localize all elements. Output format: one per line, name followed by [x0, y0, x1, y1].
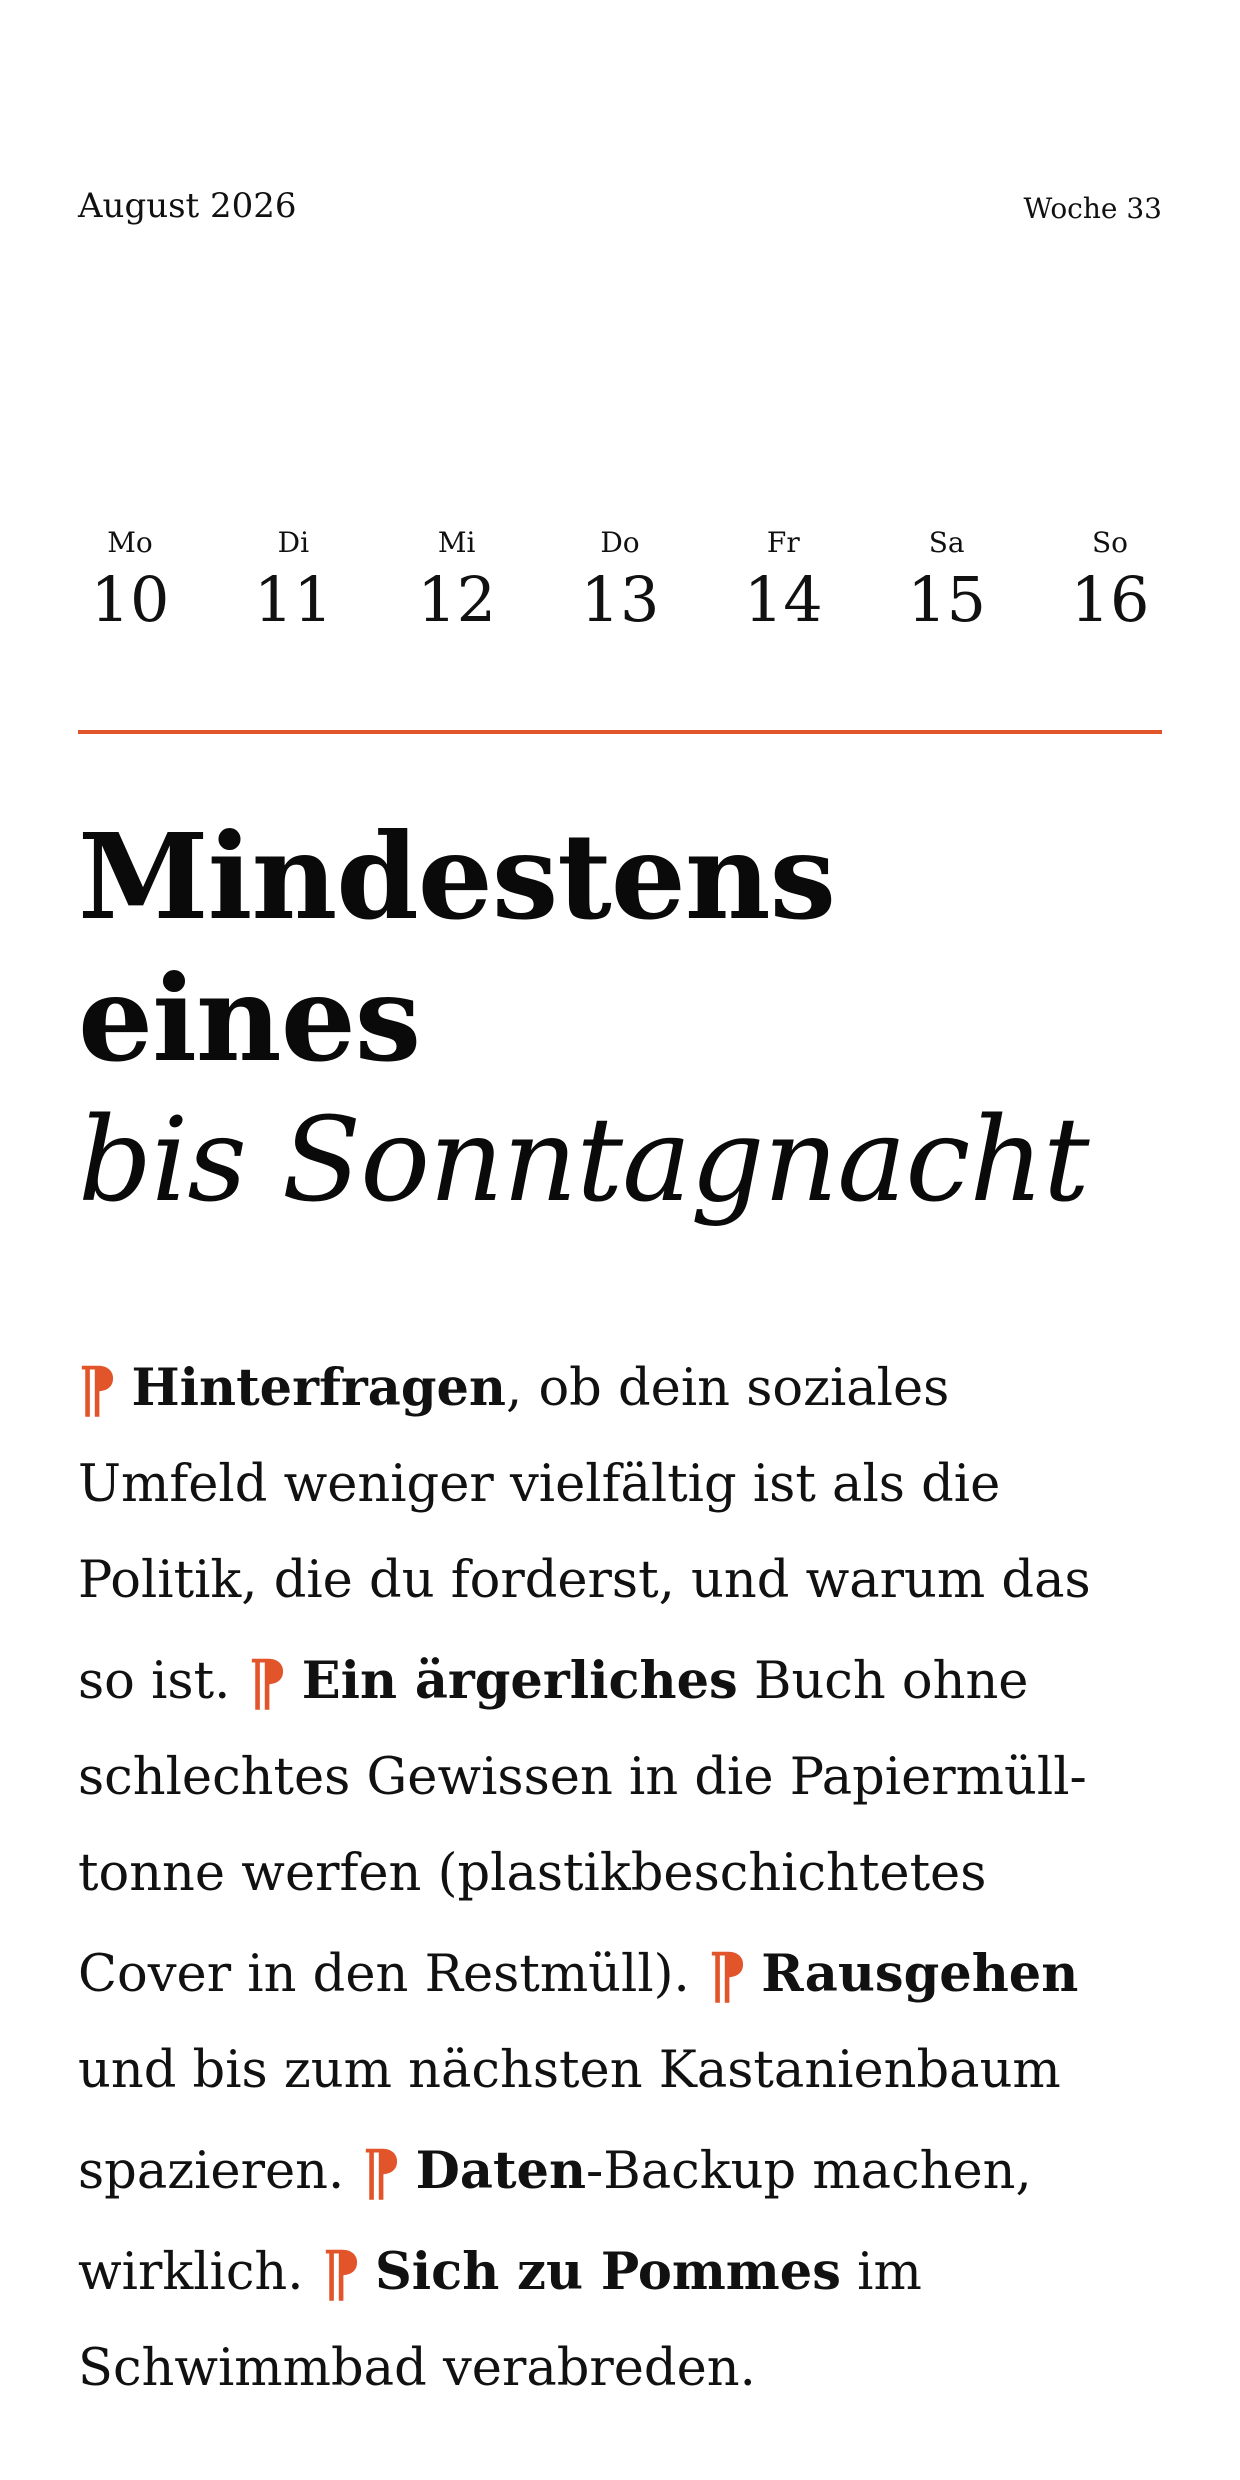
day-name: Mo — [107, 526, 153, 559]
day-number: 10 — [90, 563, 170, 636]
day-friday — [731, 526, 835, 656]
text-line: schlechtes Gewissen in die Papiermüll- — [78, 1748, 1087, 1807]
task-keyword: Daten — [415, 2141, 587, 2201]
title-subline: bis Sonntagnacht — [78, 1093, 1089, 1228]
text-line: Politik, die du forderst, und warum das — [78, 1551, 1091, 1610]
week-label: Woche 33 — [1023, 192, 1162, 225]
page-title — [78, 806, 1178, 1232]
task-keyword: Rausgehen — [761, 1944, 1079, 2004]
text-line — [78, 1922, 1168, 2023]
divider-rule — [78, 730, 1162, 734]
week-days — [78, 526, 1162, 656]
task-list-text — [78, 1336, 1168, 2417]
text-line: Schwimmbad verabreden. — [78, 2339, 756, 2398]
task-text: so ist. — [78, 1652, 231, 1711]
task-text: Buch ohne — [737, 1652, 1029, 1711]
day-sunday — [1058, 526, 1162, 656]
task-text: wirklich. — [78, 2243, 304, 2302]
text-line — [78, 2220, 1168, 2321]
day-wednesday — [405, 526, 509, 656]
task-keyword: Sich zu Pommes — [374, 2242, 841, 2302]
day-number: 16 — [1070, 563, 1150, 636]
title-line-1: Mindestens — [78, 807, 836, 946]
text-line — [78, 1629, 1168, 1730]
day-number: 11 — [253, 563, 333, 636]
day-name: So — [1091, 526, 1128, 559]
title-line-2: eines — [78, 949, 421, 1088]
day-thursday — [568, 526, 672, 656]
task-text: , ob dein soziales — [506, 1359, 950, 1418]
day-name: Mi — [437, 526, 476, 559]
day-number: 13 — [580, 563, 660, 636]
pilcrow-icon: ¶ — [707, 1939, 748, 2012]
page-header — [78, 186, 1162, 236]
pilcrow-icon: ¶ — [321, 2237, 361, 2310]
task-keyword: Hinterfragen — [131, 1358, 507, 1418]
text-line — [78, 1336, 1168, 1437]
day-number: 12 — [417, 563, 497, 636]
month-label: August 2026 — [78, 186, 297, 226]
text-line: Umfeld weniger vielfältig ist als die — [78, 1455, 1001, 1514]
day-monday — [78, 526, 182, 656]
task-text: Cover in den Restmüll). — [78, 1945, 690, 2004]
task-text: spazieren. — [78, 2142, 345, 2201]
text-line: tonne werfen (plastikbeschichtetes — [78, 1844, 987, 1903]
pilcrow-icon: ¶ — [78, 1353, 118, 1426]
text-line: und bis zum nächsten Kastanienbaum — [78, 2041, 1061, 2100]
day-name: Sa — [928, 526, 965, 559]
day-number: 14 — [743, 563, 823, 636]
text-line — [78, 2119, 1168, 2220]
day-number: 15 — [907, 563, 987, 636]
task-text: im — [840, 2243, 922, 2302]
day-name: Di — [277, 526, 310, 559]
task-text: -Backup machen, — [586, 2142, 1032, 2201]
pilcrow-icon: ¶ — [362, 2136, 402, 2209]
day-name: Do — [600, 526, 640, 559]
day-name: Fr — [766, 526, 800, 559]
task-keyword: Ein ärgerliches — [301, 1651, 738, 1711]
pilcrow-icon: ¶ — [248, 1646, 288, 1719]
day-saturday — [895, 526, 999, 656]
day-tuesday — [241, 526, 345, 656]
